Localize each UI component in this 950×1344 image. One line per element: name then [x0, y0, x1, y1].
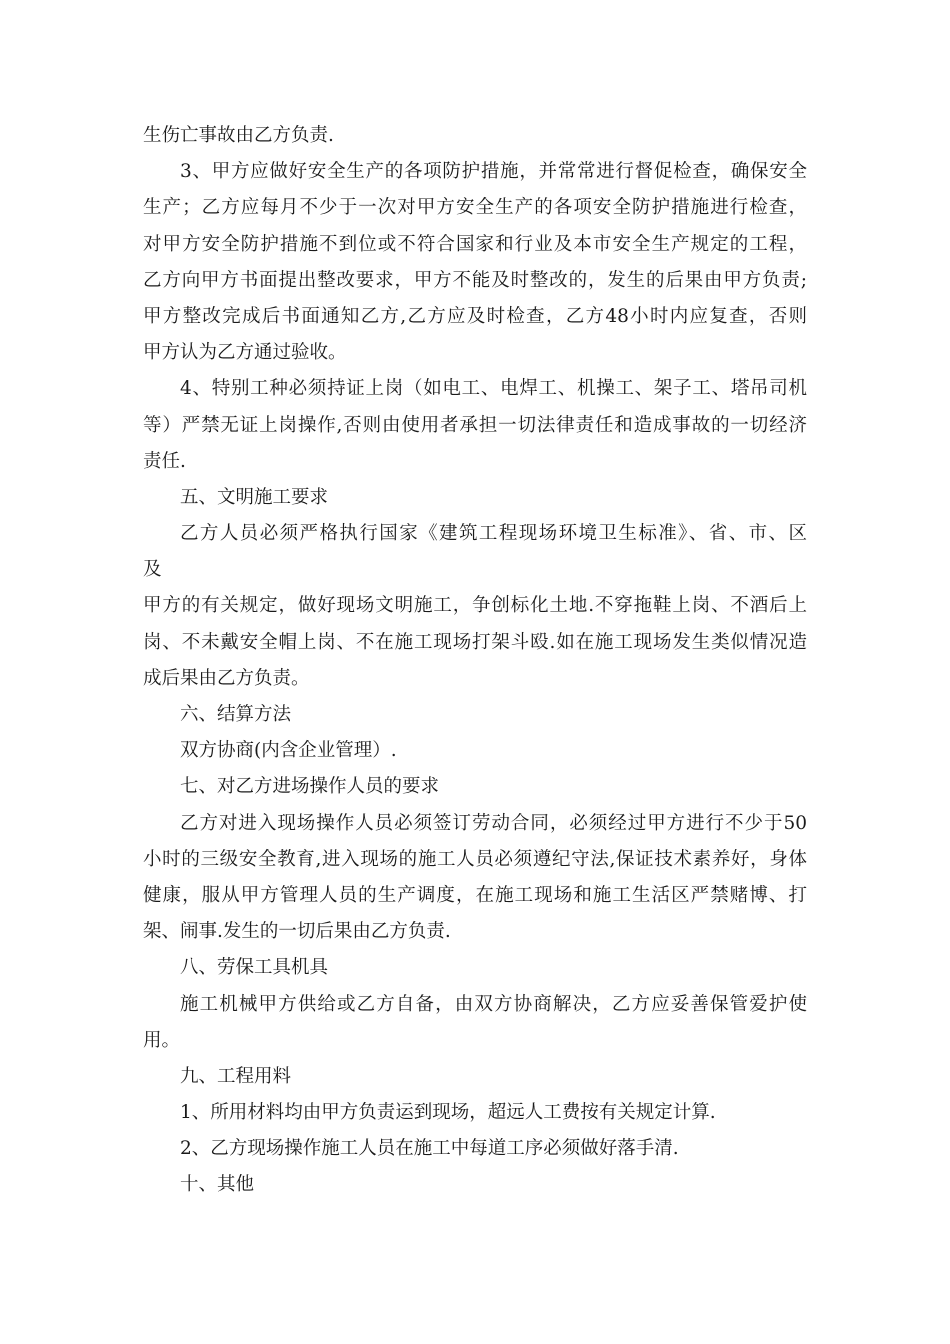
text-line: 生产；乙方应每月不少于一次对甲方安全生产的各项安全防护措施进行检查， [143, 197, 807, 219]
text-line: 乙方人员必须严格执行国家《建筑工程现场环境卫生标准》、省、市、区 [180, 523, 807, 545]
text-line: 施工机械甲方供给或乙方自备，由双方协商解决，乙方应妥善保管爱护使 [180, 993, 807, 1015]
text-line: 九、工程用料 [180, 1065, 292, 1087]
text-line: 责任. [143, 450, 186, 472]
text-line: 小时的三级安全教育,进入现场的施工人员必须遵纪守法,保证技术素养好，身体 [143, 848, 807, 870]
text-line: 甲方的有关规定，做好现场文明施工，争创标化土地.不穿拖鞋上岗、不酒后上 [143, 595, 807, 617]
text-line: 十、其他 [180, 1174, 255, 1196]
text-line: 双方协商(内含企业管理）. [180, 740, 397, 762]
text-line: 等）严禁无证上岗操作,否则由使用者承担一切法律责任和造成事故的一切经济 [143, 414, 807, 436]
text-line: 对甲方安全防护措施不到位或不符合国家和行业及本市安全生产规定的工程， [143, 233, 807, 255]
text-line: 3、甲方应做好安全生产的各项防护措施，并常常进行督促检查，确保安全 [180, 161, 807, 183]
text-line: 六、结算方法 [180, 704, 292, 725]
text-line: 甲方认为乙方通过验收。 [143, 342, 347, 364]
text-line: 甲方整改完成后书面通知乙方,乙方应及时检查，乙方48小时内应复查，否则 [143, 305, 807, 327]
text-line: 八、劳保工具机具 [180, 957, 329, 979]
text-line: 七、对乙方进场操作人员的要求 [180, 776, 440, 798]
text-line: 乙方向甲方书面提出整改要求，甲方不能及时整改的，发生的后果由甲方负责; [143, 269, 807, 291]
text-line: 1、所用材料均由甲方负责运到现场，超远人工费按有关规定计算. [180, 1102, 716, 1124]
text-line: 4、特别工种必须持证上岗（如电工、电焊工、机操工、架子工、塔吊司机 [180, 378, 807, 400]
text-line: 健康，服从甲方管理人员的生产调度，在施工现场和施工生活区严禁赌博、打 [143, 884, 807, 906]
text-line: 五、文明施工要求 [180, 486, 329, 508]
text-line: 乙方对进入现场操作人员必须签订劳动合同，必须经过甲方进行不少于50 [180, 812, 807, 834]
text-line: 及 [143, 559, 162, 581]
body-text [143, 118, 807, 1204]
text-line: 2、乙方现场操作施工人员在施工中每道工序必须做好落手清. [180, 1138, 679, 1160]
text-line: 用。 [143, 1029, 181, 1051]
text-line: 架、闹事.发生的一切后果由乙方负责. [143, 921, 451, 943]
text-line: 生伤亡事故由乙方负责. [143, 125, 334, 146]
text-line: 成后果由乙方负责。 [143, 667, 310, 689]
text-line: 岗、不未戴安全帽上岗、不在施工现场打架斗殴.如在施工现场发生类似情况造 [143, 631, 807, 653]
